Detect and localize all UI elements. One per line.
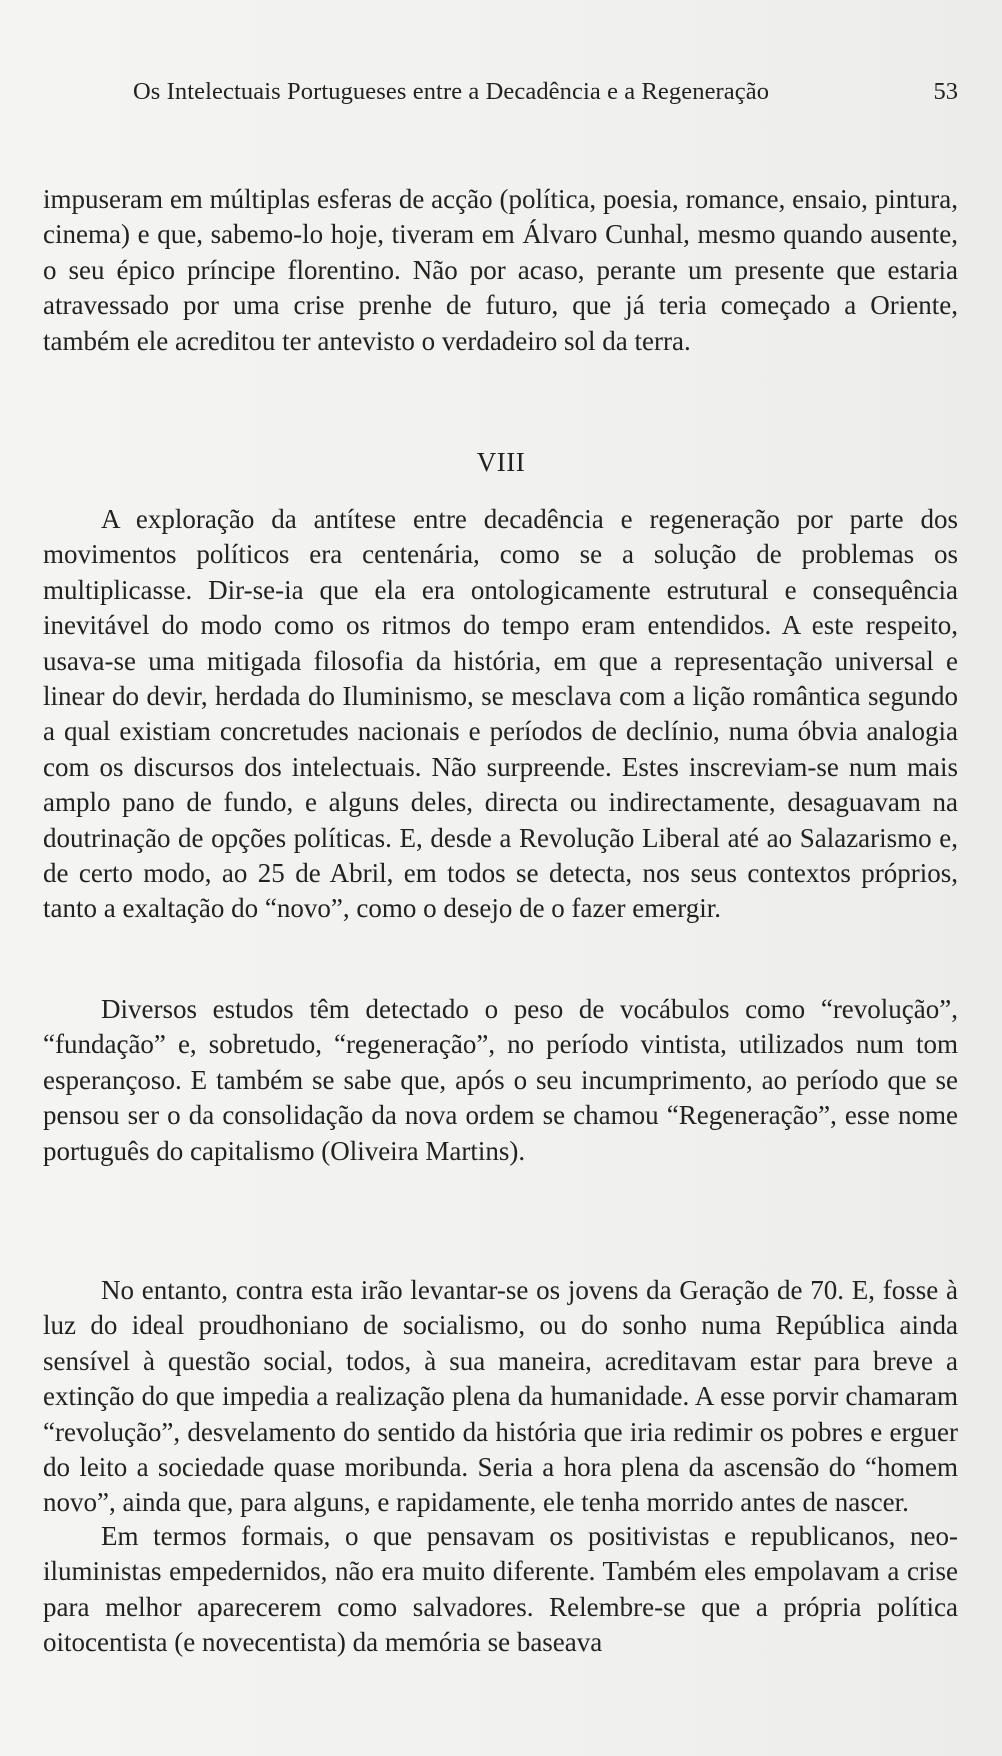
body-paragraph xyxy=(43,992,958,1169)
body-paragraph xyxy=(43,502,958,927)
running-header xyxy=(43,78,958,112)
paragraph-text: Diversos estudos têm detectado o peso de vocábulos como “revolução”, “fundação” e, sobretudo, “regeneração”, no período vintista, utilizados num tom esperançoso. E também se sabe que, após o seu incumprimento, ao período que se pensou ser o da consolidação da nova ordem se chamou “Regeneração”, esse nome português do capitalismo (Oliveira Martins). xyxy=(43,994,958,1166)
paragraph-text: No entanto, contra esta irão levantar-se os jovens da Geração de 70. E, fosse à luz do ideal proudhoniano de socialismo, ou do sonho numa República ainda sensível à questão social, todos, à sua maneira, acreditavam estar para breve a extinção do que impedia a realização plena da humanidade. A esse porvir chamaram “revolução”, desvelamento do sentido da história que iria redimir os pobres e erguer do leito a sociedade quase moribunda. Seria a hora plena da ascensão do “homem novo”, ainda que, para alguns, e rapidamente, ele tenha morrido antes de nascer. xyxy=(43,1275,958,1518)
body-paragraph xyxy=(43,1273,958,1521)
page-number: 53 xyxy=(933,78,958,105)
body-paragraph-continuation xyxy=(43,182,958,359)
section-heading: VIII xyxy=(476,447,526,477)
body-paragraph xyxy=(43,1519,958,1661)
paragraph-text: impuseram em múltiplas esferas de acção (política, poesia, romance, ensaio, pintura, cinema) e que, sabemo-lo hoje, tiveram em Álvaro Cunhal, mesmo quando ausente, o seu épico príncipe florentino. Não por acaso, perante um presente que estaria atravessado por uma crise prenhe de futuro, que já teria começado a Oriente, também ele acreditou ter antevisto o verdadeiro sol da terra. xyxy=(43,184,958,356)
paragraph-text: A exploração da antítese entre decadência e regeneração por parte dos movimentos políticos era centenária, como se a solução de problemas os multiplicasse. Dir-se-ia que ela era ontologicamente estrutural e consequência inevitável do modo como os ritmos do tempo eram entendidos. A este respeito, usava-se uma mitigada filosofia da história, em que a representação universal e linear do devir, herdada do Iluminismo, se mesclava com a lição romântica segundo a qual existiam concretudes nacionais e períodos de declínio, numa óbvia analogia com os discursos dos intelectuais. Não surpreende. Estes inscreviam-se num mais amplo pano de fundo, e alguns deles, directa ou indirectamente, desaguavam na doutrinação de opções políticas. E, desde a Revolução Liberal até ao Salazarismo e, de certo modo, ao 25 de Abril, em todos se detecta, nos seus contextos próprios, tanto a exaltação do “novo”, como o desejo de o fazer emergir. xyxy=(43,504,958,924)
running-header-title: Os Intelectuais Portugueses entre a Decadência e a Regeneração xyxy=(133,78,770,105)
paragraph-text: Em termos formais, o que pensavam os positivistas e republicanos, neo-iluministas empedernidos, não era muito diferente. Também eles empolavam a crise para melhor aparecerem como salvadores. Relembre-se que a própria política oitocentista (e novecentista) da memória se baseava xyxy=(43,1521,958,1658)
